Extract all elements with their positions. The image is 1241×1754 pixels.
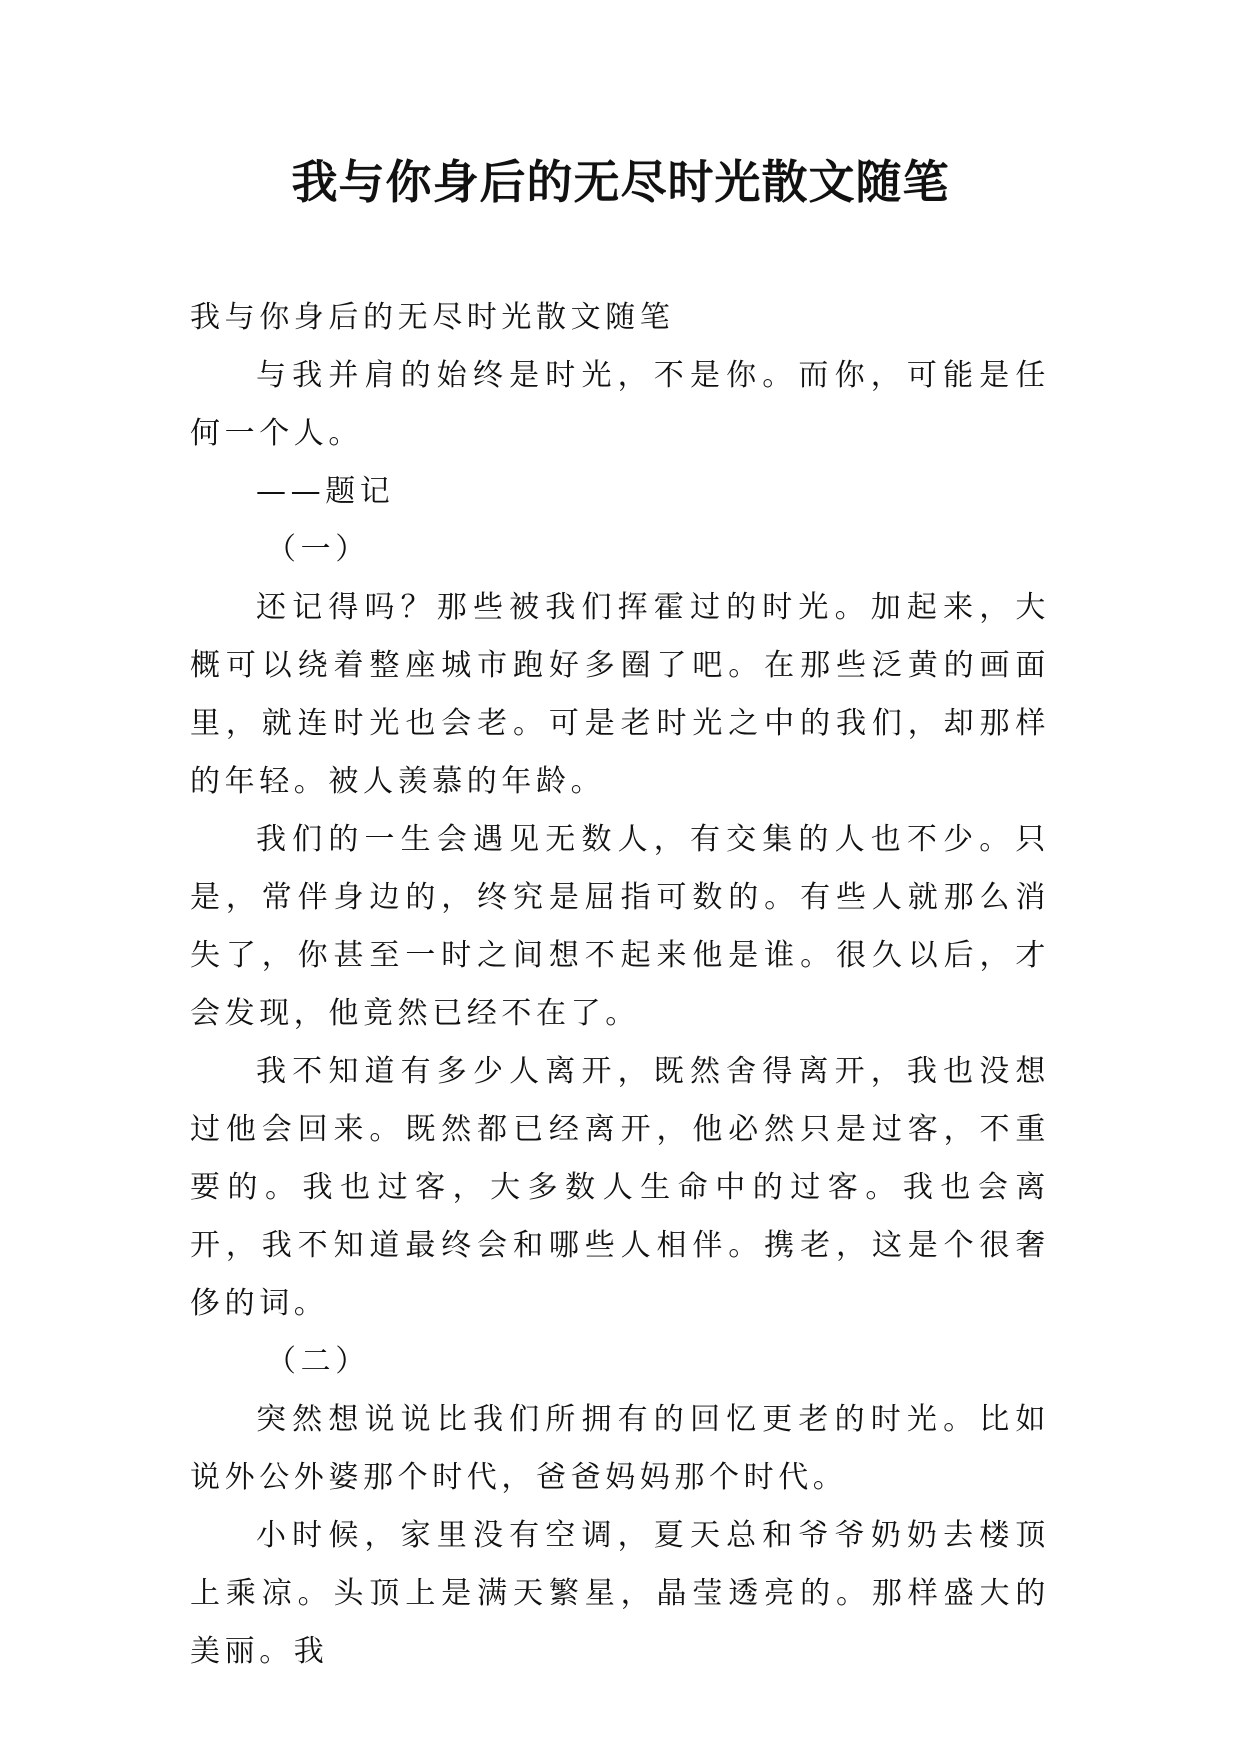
document-body xyxy=(190,289,1050,1681)
body-paragraph: 我不知道有多少人离开，既然舍得离开，我也没想过他会回来。既然都已经离开，他必然只是过客，不重要的。我也过客，大多数人生命中的过客。我也会离开，我不知道最终会和哪些人相伴。携老，这是个很奢侈的词。 xyxy=(190,1054,1050,1321)
subtitle-line: 我与你身后的无尽时光散文随笔 xyxy=(190,300,675,335)
section-heading-two: （二） xyxy=(266,1344,370,1379)
body-paragraph: 我们的一生会遇见无数人，有交集的人也不少。只是，常伴身边的，终究是屈指可数的。有些人就那么消失了，你甚至一时之间想不起来他是谁。很久以后，才会发现，他竟然已经不在了。 xyxy=(190,822,1050,1031)
body-paragraph: 小时候，家里没有空调，夏天总和爷爷奶奶去楼顶上乘凉。头顶上是满天繁星，晶莹透亮的。那样盛大的美丽。我 xyxy=(190,1518,1050,1669)
section-heading-one: （一） xyxy=(266,532,370,567)
epigraph-paragraph: 与我并肩的始终是时光，不是你。而你，可能是任何一个人。 xyxy=(190,358,1050,451)
epigraph-attribution: ——题记 xyxy=(256,474,395,509)
document-title: 我与你身后的无尽时光散文随笔 xyxy=(291,155,950,209)
body-paragraph: 还记得吗？那些被我们挥霍过的时光。加起来，大概可以绕着整座城市跑好多圈了吧。在那些泛黄的画面里，就连时光也会老。可是老时光之中的我们，却那样的年轻。被人羡慕的年龄。 xyxy=(190,590,1050,799)
body-paragraph: 突然想说说比我们所拥有的回忆更老的时光。比如说外公外婆那个时代，爸爸妈妈那个时代。 xyxy=(190,1402,1050,1495)
